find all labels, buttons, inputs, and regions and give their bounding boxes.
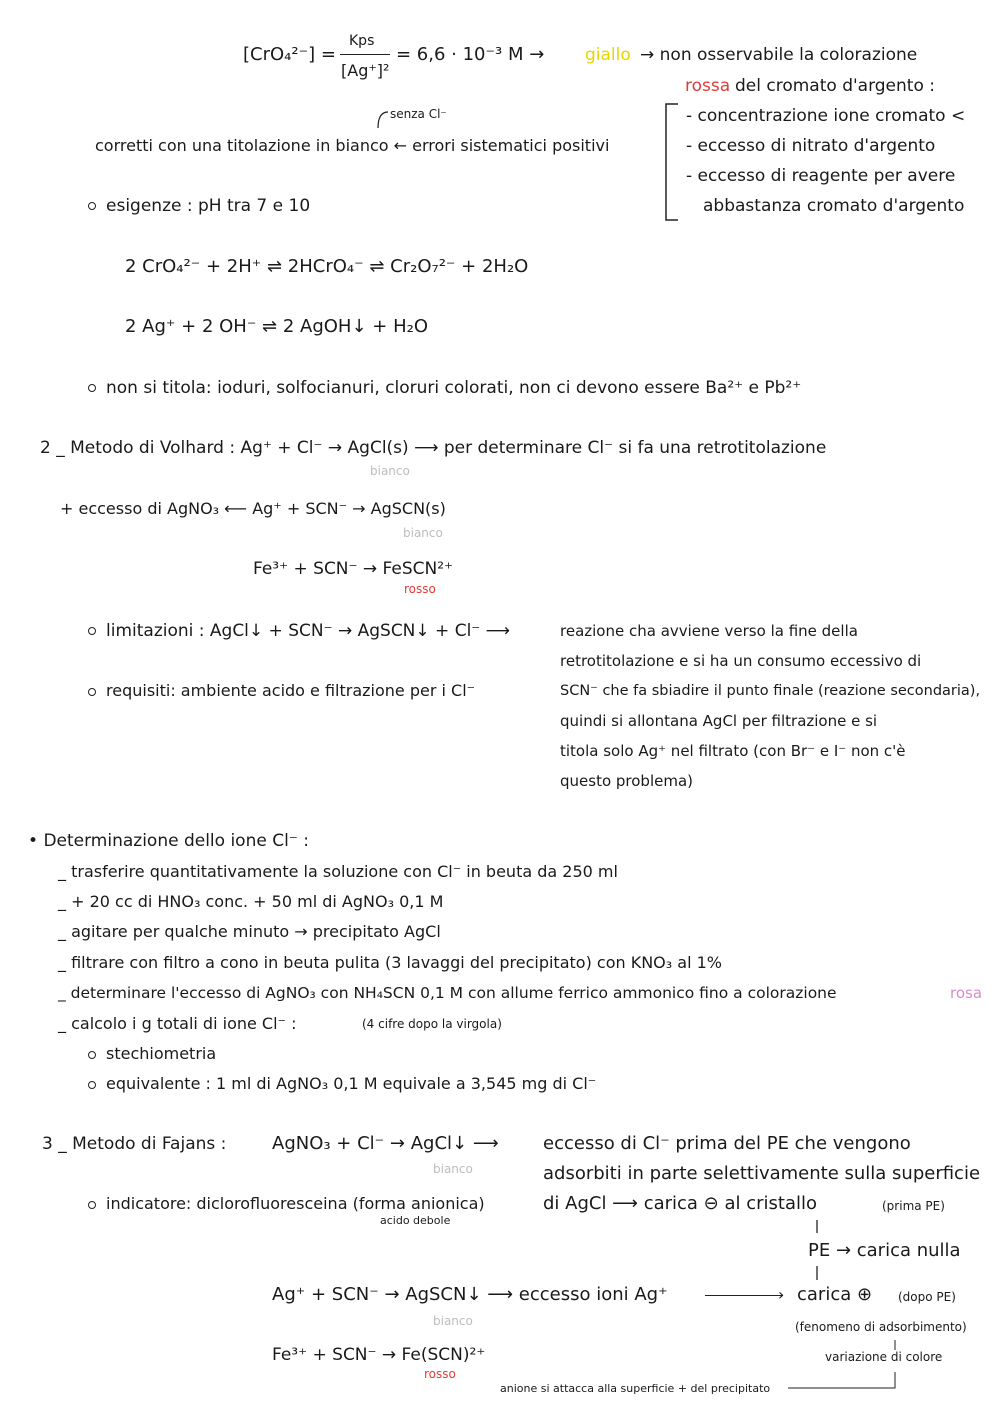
fajans-eq: AgNO₃ + Cl⁻ → AgCl↓ ⟶ (272, 1133, 499, 1154)
arrow-head: › (778, 1285, 785, 1304)
chromate-lhs: [CrO₄²⁻] = (243, 44, 336, 65)
fajans-expl-1: eccesso di Cl⁻ prima del PE che vengono (543, 1133, 911, 1154)
corretti-line: corretti con una titolazione in bianco ← errori sistematici positivi (95, 136, 610, 155)
fajans-header: 3 _ Metodo di Fajans : (42, 1134, 227, 1154)
step-5: _ determinare l'eccesso di AgNO₃ con NH₄SCN 0,1 M con allume ferrico ammonico fino a colorazione (58, 984, 837, 1002)
esigenze: esigenze : pH tra 7 e 10 (88, 195, 310, 217)
equation-chromate: 2 CrO₄²⁻ + 2H⁺ ⇌ 2HCrO₄⁻ ⇌ Cr₂O₇²⁻ + 2H₂O (125, 256, 529, 277)
senza-cl-note: senza Cl⁻ (390, 107, 447, 121)
bracket-item-1: - concentrazione ione cromato < (686, 106, 966, 126)
label-bianco-agscn: bianco (403, 526, 443, 540)
sub-stechiometria: stechiometria (88, 1043, 216, 1065)
carica-positiva: carica ⊕ (797, 1284, 873, 1305)
label-rosa: rosa (950, 984, 983, 1002)
step-4: _ filtrare con filtro a cono in beuta pulita (3 lavaggi del precipitato) con KNO₃ al 1% (58, 953, 722, 972)
determinazione-title-text: Determinazione dello ione Cl⁻ : (43, 831, 309, 851)
volhard-expl-4: quindi si allontana AgCl per filtrazione e si (560, 712, 878, 730)
step-1: _ trasferire quantitativamente la soluzione con Cl⁻ in beuta da 250 ml (58, 862, 618, 881)
acido-debole-note: acido debole (380, 1214, 451, 1227)
dopo-pe-note: (dopo PE) (898, 1290, 956, 1304)
volhard-eccesso: + eccesso di AgNO₃ ⟵ Ag⁺ + SCN⁻ → AgSCN(s) (60, 499, 446, 518)
volhard-expl-2: retrotitolazione e si ha un consumo eccessivo di (560, 652, 922, 670)
fraction-numerator: Kps (349, 33, 375, 49)
volhard-expl-3: SCN⁻ che fa sbiadire il punto finale (reazione secondaria), (560, 683, 981, 699)
bracket-item-4: abbastanza cromato d'argento (703, 196, 965, 216)
variazione-colore: variazione di colore (825, 1350, 943, 1364)
pe-carica-nulla: PE → carica nulla (808, 1240, 961, 1261)
fajans-expl-2: adsorbiti in parte selettivamente sulla superficie (543, 1163, 981, 1184)
determinazione-title: • Determinazione dello ione Cl⁻ : (28, 831, 309, 851)
step-2: _ + 20 cc di HNO₃ conc. + 50 ml di AgNO₃ 0,1 M (58, 892, 444, 911)
equation-agoh: 2 Ag⁺ + 2 OH⁻ ⇌ 2 AgOH↓ + H₂O (125, 316, 428, 337)
chromate-rhs: = 6,6 · 10⁻³ M → (396, 44, 545, 65)
limitazioni: limitazioni : AgCl↓ + SCN⁻ → AgSCN↓ + Cl⁻ ⟶ (88, 620, 510, 642)
fajans-expl-3: di AgCl ⟶ carica ⊖ al cristallo (543, 1193, 818, 1214)
calcolo-note: (4 cifre dopo la virgola) (362, 1017, 502, 1031)
not-observable: → non osservabile la colorazione (640, 45, 918, 65)
volhard-fe-eq: Fe³⁺ + SCN⁻ → FeSCN²⁺ (253, 559, 454, 579)
fraction-denominator: [Ag⁺]² (341, 61, 390, 80)
fajans-eq3: Fe³⁺ + SCN⁻ → Fe(SCN)²⁺ (272, 1345, 486, 1365)
long-arrow (705, 1295, 783, 1296)
label-bianco-agcl: bianco (370, 464, 410, 478)
bracket-item-2: - eccesso di nitrato d'argento (686, 136, 936, 156)
anione-note: anione si attacca alla superficie + del precipitato (500, 1382, 771, 1395)
non-titola: non si titola: ioduri, solfocianuri, cloruri colorati, non ci devono essere Ba²⁺ e Pb²⁺ (88, 377, 801, 399)
volhard-header: 2 _ Metodo di Volhard : Ag⁺ + Cl⁻ → AgCl(s) ⟶ per determinare Cl⁻ si fa una retrotitolazione (40, 438, 827, 458)
step-calcolo: _ calcolo i g totali di ione Cl⁻ : (58, 1014, 297, 1033)
volhard-expl-6: questo problema) (560, 772, 694, 790)
step-3: _ agitare per qualche minuto → precipitato AgCl (58, 922, 441, 941)
fenomeno-note: (fenomeno di adsorbimento) (795, 1320, 967, 1334)
sub-equivalente: equivalente : 1 ml di AgNO₃ 0,1 M equivale a 3,545 mg di Cl⁻ (88, 1073, 596, 1095)
label-rosso-volhard: rosso (404, 582, 436, 596)
label-bianco-fajans-1: bianco (433, 1162, 473, 1176)
indicatore: indicatore: diclorofluoresceina (forma anionica) (88, 1193, 485, 1215)
label-rossa: rossa (685, 76, 731, 96)
label-bianco-fajans-2: bianco (433, 1314, 473, 1328)
chromate-tail: del cromato d'argento : (735, 76, 935, 96)
fajans-eq2: Ag⁺ + SCN⁻ → AgSCN↓ ⟶ eccesso ioni Ag⁺ (272, 1284, 668, 1305)
volhard-expl-5: titola solo Ag⁺ nel filtrato (con Br⁻ e I⁻ non c'è (560, 742, 906, 760)
volhard-expl-1: reazione cha avviene verso la fine della (560, 622, 858, 640)
bracket-item-3: - eccesso di reagente per avere (686, 166, 956, 186)
label-giallo: giallo (585, 45, 631, 65)
prima-pe-note: (prima PE) (882, 1199, 945, 1213)
label-rosso-fajans: rosso (424, 1367, 456, 1381)
requisiti: requisiti: ambiente acido e filtrazione per i Cl⁻ (88, 680, 475, 702)
